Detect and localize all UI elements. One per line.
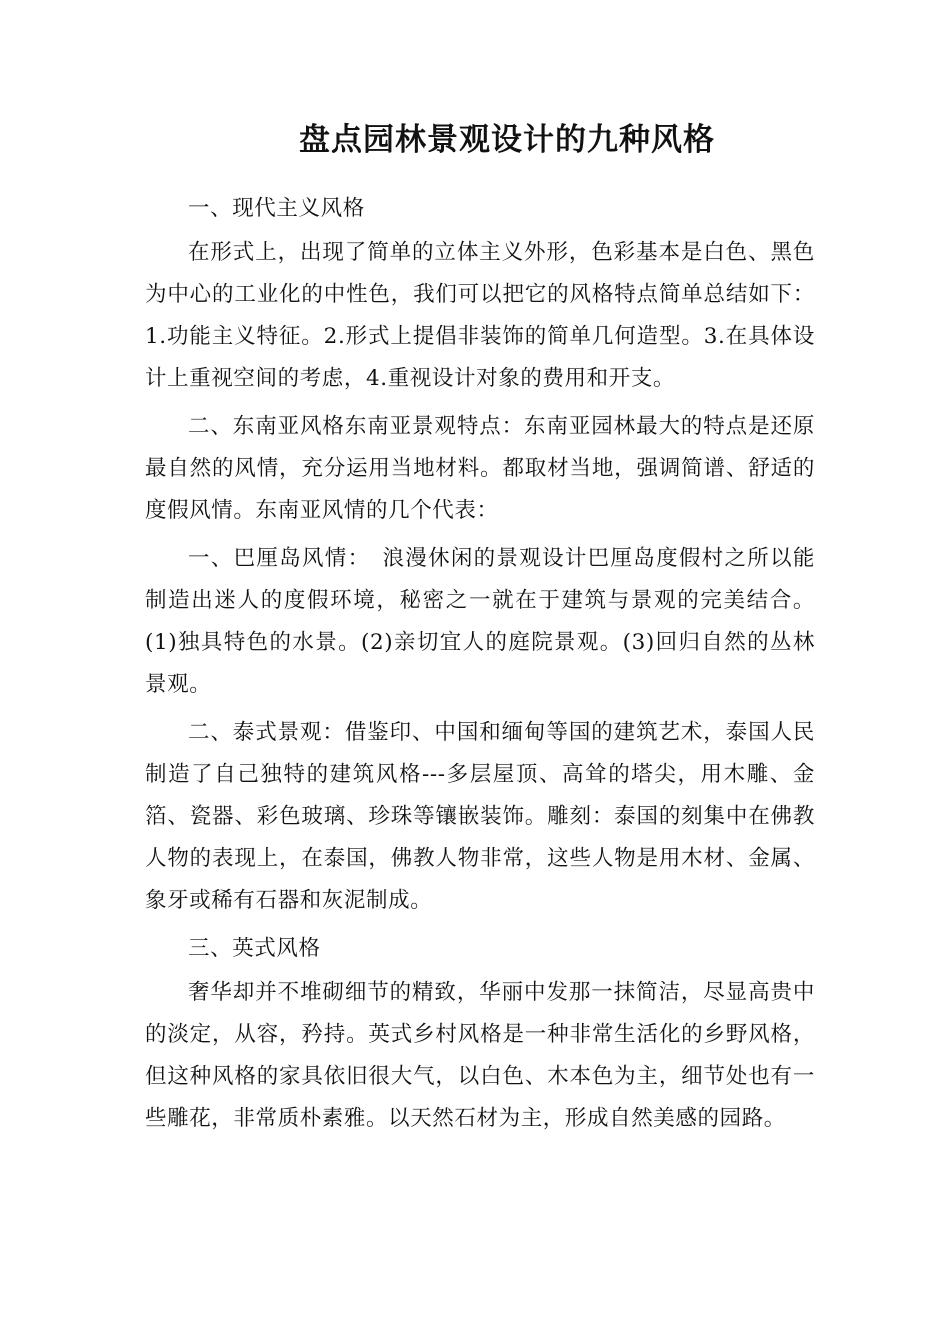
paragraph-southeast-asia: 二、东南亚风格东南亚景观特点：东南亚园林最大的特点是还原最自然的风情，充分运用当地材料。都取材当地，强调简谱、舒适的度假风情。东南亚风情的几个代表： [145,414,815,523]
section-heading-english: 三、英式风格 [188,936,321,961]
paragraph-modernism: 在形式上，出现了简单的立体主义外形，色彩基本是白色、黑色为中心的工业化的中性色，我们可以把它的风格特点简单总结如下：1.功能主义特征。2.形式上提倡非装饰的简单几何造型。3.在具体设计上重视空间的考虑，4.重视设计对象的费用和开支。 [145,240,815,391]
paragraph-english: 奢华却并不堆砌细节的精致，华丽中发那一抹简洁，尽显高贵中的淡定，从容，矜持。英式乡村风格是一种非常生活化的乡野风格，但这种风格的家具依旧很大气，以白色、木本色为主，细节处也有一些雕花，非常质朴素雅。以天然石材为主，形成自然美感的园路。 [145,980,815,1131]
document-body [145,188,815,1146]
paragraph-thai: 二、泰式景观：借鉴印、中国和缅甸等国的建筑艺术，泰国人民制造了自己独特的建筑风格---多层屋顶、高耸的塔尖，用木雕、金箔、瓷器、彩色玻璃、珍珠等镶嵌装饰。雕刻：泰国的刻集中在佛教人物的表现上，在泰国，佛教人物非常，这些人物是用木材、金属、象牙或稀有石器和灰泥制成。 [145,720,815,913]
document-title: 盘点园林景观设计的九种风格 [299,122,715,158]
section-heading-modernism: 一、现代主义风格 [188,196,365,221]
paragraph-bali: 一、巴厘岛风情： 浪漫休闲的景观设计巴厘岛度假村之所以能制造出迷人的度假环境，秘密之一就在于建筑与景观的完美结合。(1)独具特色的水景。(2)亲切宜人的庭院景观。(3)回归自然的丛林景观。 [145,546,815,697]
